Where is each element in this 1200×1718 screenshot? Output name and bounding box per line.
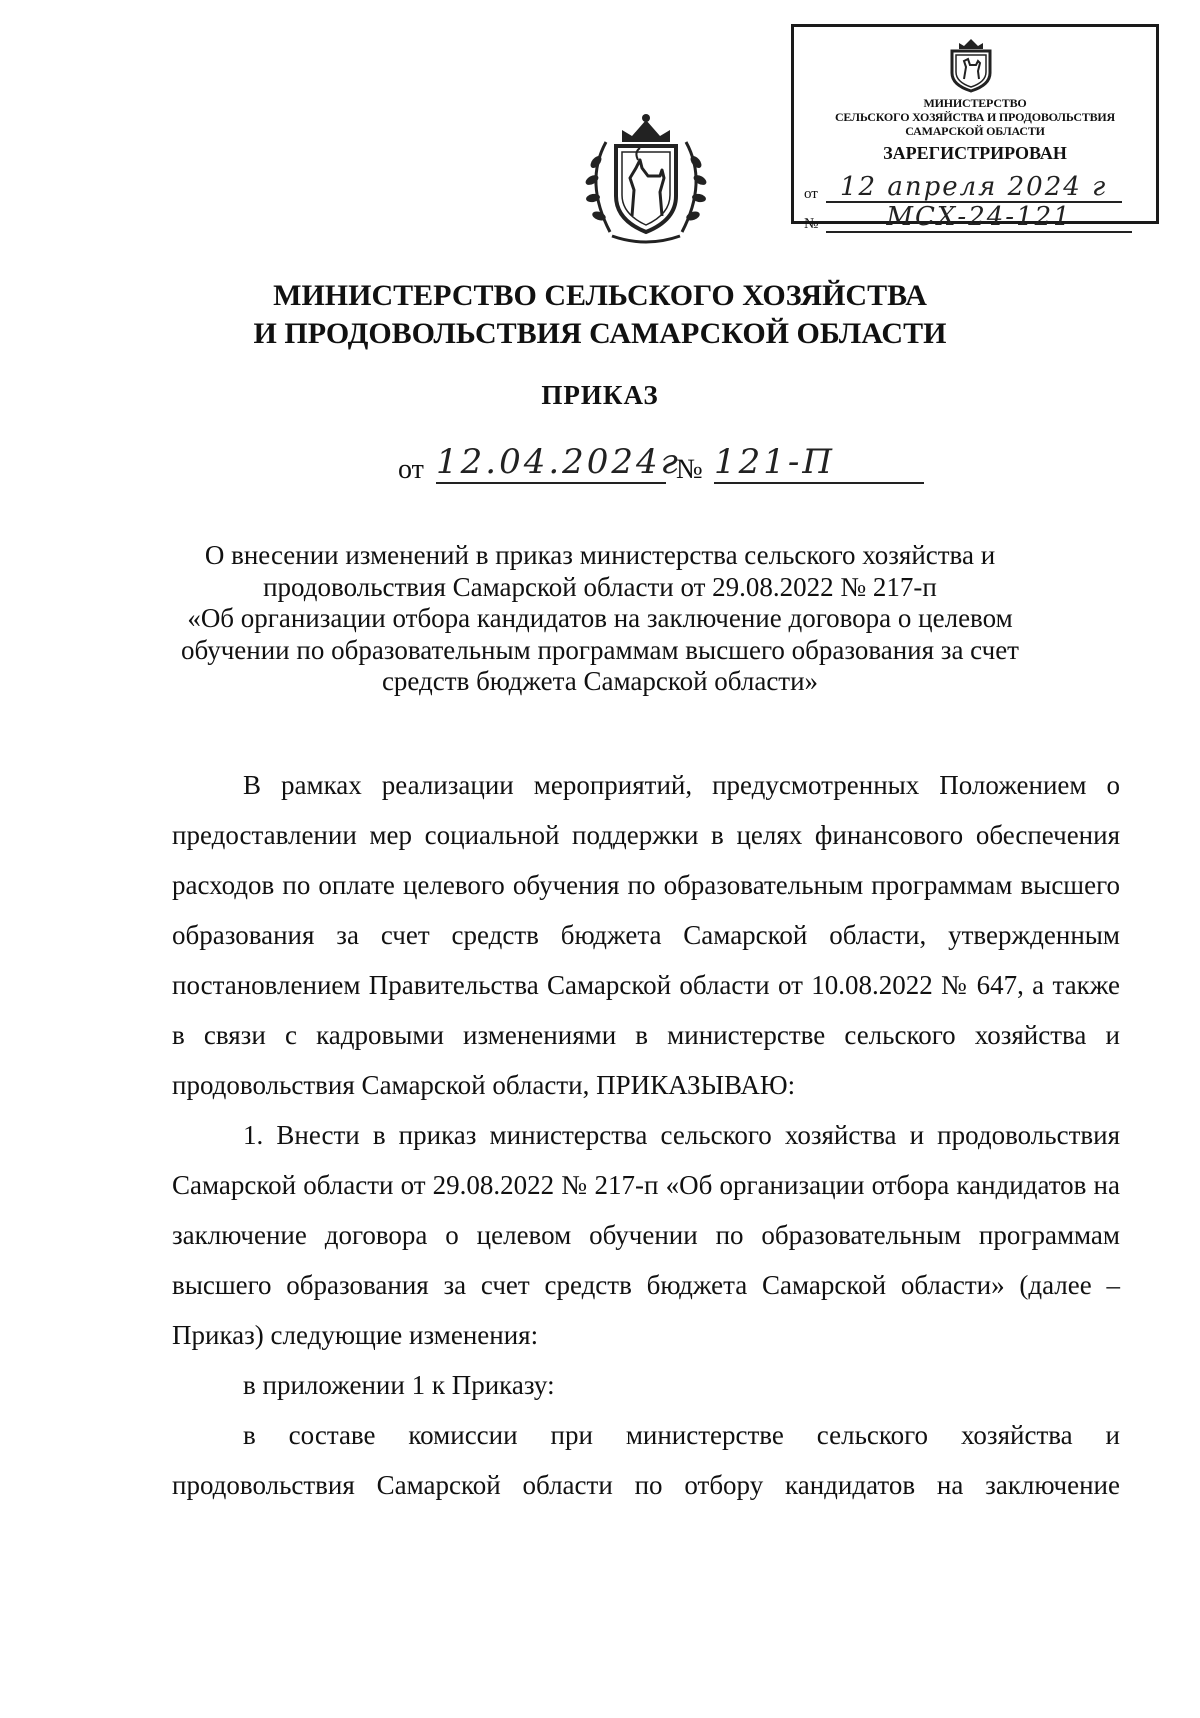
stamp-date-row [804,173,1122,203]
ministry-title-line1: МИНИСТЕРСТВО СЕЛЬСКОГО ХОЗЯЙСТВА [273,279,927,312]
registration-stamp [791,24,1159,232]
stamp-date-prefix: от [804,186,818,202]
stamp-ministry-line1: МИНИСТЕРСТВО [923,96,1027,110]
stamp-ministry-line2: СЕЛЬСКОГО ХОЗЯЙСТВА И ПРОДОВОЛЬСТВИЯ [834,110,1116,124]
stamp-ministry-line3: САМАРСКОЙ ОБЛАСТИ [905,124,1045,138]
document-type-heading: ПРИКАЗ [541,380,659,410]
subject-line: «Об организации отбора кандидатов на заключение договора о целевом [187,603,1013,633]
body-paragraph-preamble: В рамках реализации мероприятий, предусмотренных Положением о предоставлении мер социальной поддержки в целях финансового обеспечения расходов по оплате целевого обучения по образовательным программам высшего образования за счет средств бюджета Самарской области, утвержденным постановлением Правительства Самарской области от 10.08.2022 № 647, а также в связи с кадровыми изменениями в министерстве сельского хозяйства и продовольствия Самарской области, ПРИКАЗЫВАЮ: [172,770,1120,1100]
ministry-title-line2: И ПРОДОВОЛЬСТВИЯ САМАРСКОЙ ОБЛАСТИ [253,317,947,350]
subject-line: средств бюджета Самарской области» [381,666,819,696]
subject-line: О внесении изменений в приказ министерства сельского хозяйства и [204,540,996,570]
order-date-handwritten: 12.04.2024г [436,442,681,482]
stamp-number-row [804,203,1132,233]
stamp-number-handwritten: МСХ-24-121 [826,203,1132,233]
stamp-number-prefix: № [804,216,819,232]
subject-line: обучении по образовательным программам высшего образования за счет [181,634,1019,665]
order-date-prefix: от [398,454,424,485]
order-body [172,760,1120,1510]
body-paragraph-annex: в приложении 1 к Приказу: [243,1370,555,1400]
body-paragraph-item1: 1. Внести в приказ министерства сельского хозяйства и продовольствия Самарской области от 29.08.2022 № 217-п «Об организации отбора кандидатов на заключение договора о целевом обучении по образовательным программам высшего образования за счет средств бюджета Самарской области» (далее – Приказ) следующие изменения: [172,1120,1120,1350]
body-paragraph-commission: в составе комиссии при министерстве сельского хозяйства и продовольствия Самарской области по отбору кандидатов на заключение [172,1420,1120,1500]
order-subject [0,540,1200,698]
stamp-registered-label: ЗАРЕГИСТРИРОВАН [883,143,1067,163]
coat-of-arms-icon [576,112,716,250]
coat-of-arms-small-icon [944,35,998,93]
stamp-date-handwritten: 12 апреля 2024 г [826,173,1122,203]
order-number-handwritten: 121-П [714,442,924,484]
order-number-prefix: № [676,454,703,485]
subject-line: продовольствия Самарской области от 29.08.2022 № 217-п [263,571,937,602]
